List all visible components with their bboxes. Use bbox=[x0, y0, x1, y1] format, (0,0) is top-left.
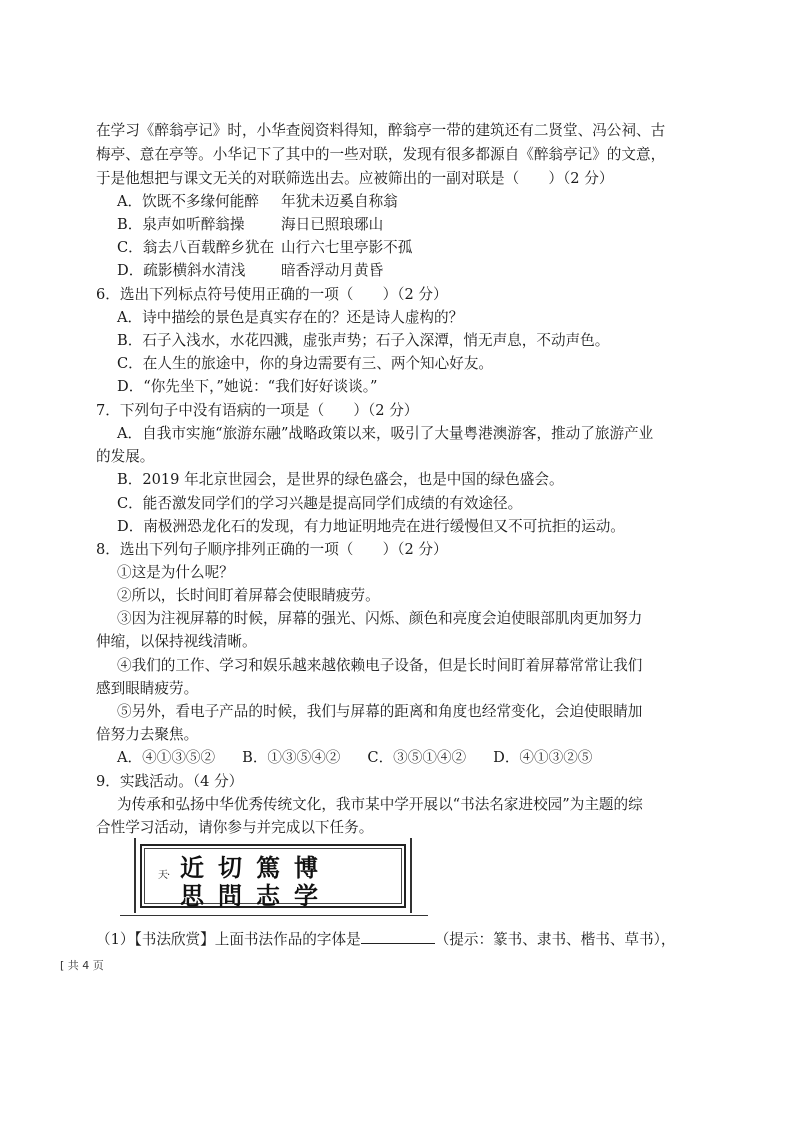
q7-option-a-line1: A．自我市实施“旅游东融”战略政策以来，吸引了大量粤港澳游客，推动了旅游产业 bbox=[117, 425, 654, 442]
page-footer: [ 共 4 页 bbox=[60, 959, 104, 972]
q8-sentence-5-line1: ⑤另外，看电子产品的时候，我们与屏幕的距离和角度也经常变化，会迫使眼睛加 bbox=[117, 703, 643, 720]
q8-option-d: D．④①③②⑤ bbox=[493, 749, 593, 766]
q5-option-c bbox=[117, 237, 737, 259]
q6-option-d: D．“你先坐下，”她说：“我们好好谈谈。” bbox=[117, 378, 378, 395]
scroll-rod-right bbox=[410, 838, 412, 913]
q6-option-c: C．在人生的旅途中，你的身边需要有三、两个知心好友。 bbox=[117, 355, 494, 372]
q5-stem-line2: 梅亭、意在亭等。小华记下了其中的一些对联，发现有很多都源自《醉翁亭记》的文意， bbox=[96, 146, 666, 163]
calligraphy-row-2: 思問志学 bbox=[180, 881, 332, 910]
q5-option-c-left: C．翁去八百载醉乡犹在 bbox=[117, 239, 275, 256]
q8-option-c: C．③⑤①④② bbox=[367, 749, 467, 766]
q9-intro-line2: 合性学习活动，请你参与并完成以下任务。 bbox=[96, 819, 374, 836]
q5-option-c-right: 山行六七里亭影不孤 bbox=[281, 239, 413, 256]
q8-choices bbox=[117, 747, 737, 769]
calligraphy-scroll-image bbox=[118, 836, 430, 916]
answer-blank[interactable] bbox=[361, 929, 435, 944]
q8-sentence-3-line1: ③因为注视屏幕的时候，屏幕的强光、闪烁、颜色和亮度会迫使眼部肌肉更加努力 bbox=[117, 610, 643, 627]
q5-stem-line3: 于是他想把与课文无关的对联筛选出去。应被筛出的一副对联是（ ）（2 分） bbox=[96, 170, 614, 187]
q7-option-c: C．能否激发同学们的学习兴趣是提高同学们成绩的有效途径。 bbox=[117, 495, 523, 512]
q9-sub1-hint: （提示：篆书、隶书、楷书、草书）， bbox=[434, 931, 676, 948]
q8-option-b: B．①③⑤④② bbox=[242, 749, 341, 766]
q6-option-b: B．石子入浅水，水花四溅，虚张声势；石子入深潭，悄无声息，不动声色。 bbox=[117, 332, 610, 349]
q8-sentence-1: ①这是为什么呢？ bbox=[117, 564, 234, 581]
q8-sentence-4-line1: ④我们的工作、学习和娱乐越来越依赖电子设备，但是长时间盯着屏幕常常让我们 bbox=[117, 657, 643, 674]
q8-sentence-2: ②所以，长时间盯着屏幕会使眼睛疲劳。 bbox=[117, 587, 380, 604]
calligraphy-signature: 天· bbox=[158, 870, 170, 881]
q7-option-b: B．2019 年北京世园会，是世界的绿色盛会，也是中国的绿色盛会。 bbox=[117, 471, 564, 488]
q8-sentence-3-line2: 伸缩，以保持视线清晰。 bbox=[96, 633, 257, 650]
q7-stem: 7．下列句子中没有语病的一项是（ ）（2 分） bbox=[96, 402, 419, 419]
q8-sentence-5-line2: 倍努力去聚焦。 bbox=[96, 726, 199, 743]
scroll-rod-left bbox=[134, 838, 136, 913]
q6-stem: 6．选出下列标点符号使用正确的一项（ ）（2 分） bbox=[96, 286, 448, 303]
q5-stem-line1: 在学习《醉翁亭记》时，小华查阅资料得知，醉翁亭一带的建筑还有二贤堂、冯公祠、古 bbox=[96, 122, 666, 139]
q9-sub1 bbox=[96, 929, 736, 951]
q5-option-a-right: 年犹未迈奚自称翁 bbox=[281, 193, 398, 210]
q8-option-a: A．④①③⑤② bbox=[117, 749, 216, 766]
q9-stem: 9．实践活动。（4 分） bbox=[96, 773, 244, 790]
q9-sub1-prompt: （1）【书法欣赏】上面书法作品的字体是 bbox=[96, 931, 361, 948]
calligraphy-row-1: 近切篤博 bbox=[180, 853, 332, 882]
q5-option-d-right: 暗香浮动月黄昏 bbox=[281, 262, 384, 279]
q5-option-d-left: D．疏影横斜水清浅 bbox=[117, 262, 246, 279]
scroll-base-line bbox=[120, 915, 428, 916]
q6-option-a: A．诗中描绘的景色是真实存在的？还是诗人虚构的？ bbox=[117, 309, 464, 326]
q5-option-b bbox=[117, 214, 737, 236]
q7-option-a-line2: 的发展。 bbox=[96, 448, 155, 465]
q9-intro-line1: 为传承和弘扬中华优秀传统文化，我市某中学开展以“书法名家进校园”为主题的综 bbox=[117, 796, 643, 813]
q5-option-b-right: 海日已照琅琊山 bbox=[281, 216, 384, 233]
q5-option-d bbox=[117, 260, 737, 282]
q5-option-b-left: B．泉声如听醉翁操 bbox=[117, 216, 245, 233]
q5-option-a-left: A．饮既不多缘何能醉 bbox=[117, 193, 259, 210]
q8-sentence-4-line2: 感到眼睛疲劳。 bbox=[96, 680, 199, 697]
q5-option-a bbox=[117, 191, 737, 213]
q8-stem: 8．选出下列句子顺序排列正确的一项（ ）（2 分） bbox=[96, 541, 448, 558]
q7-option-d: D．南极洲恐龙化石的发现，有力地证明地壳在进行缓慢但又不可抗拒的运动。 bbox=[117, 518, 625, 535]
